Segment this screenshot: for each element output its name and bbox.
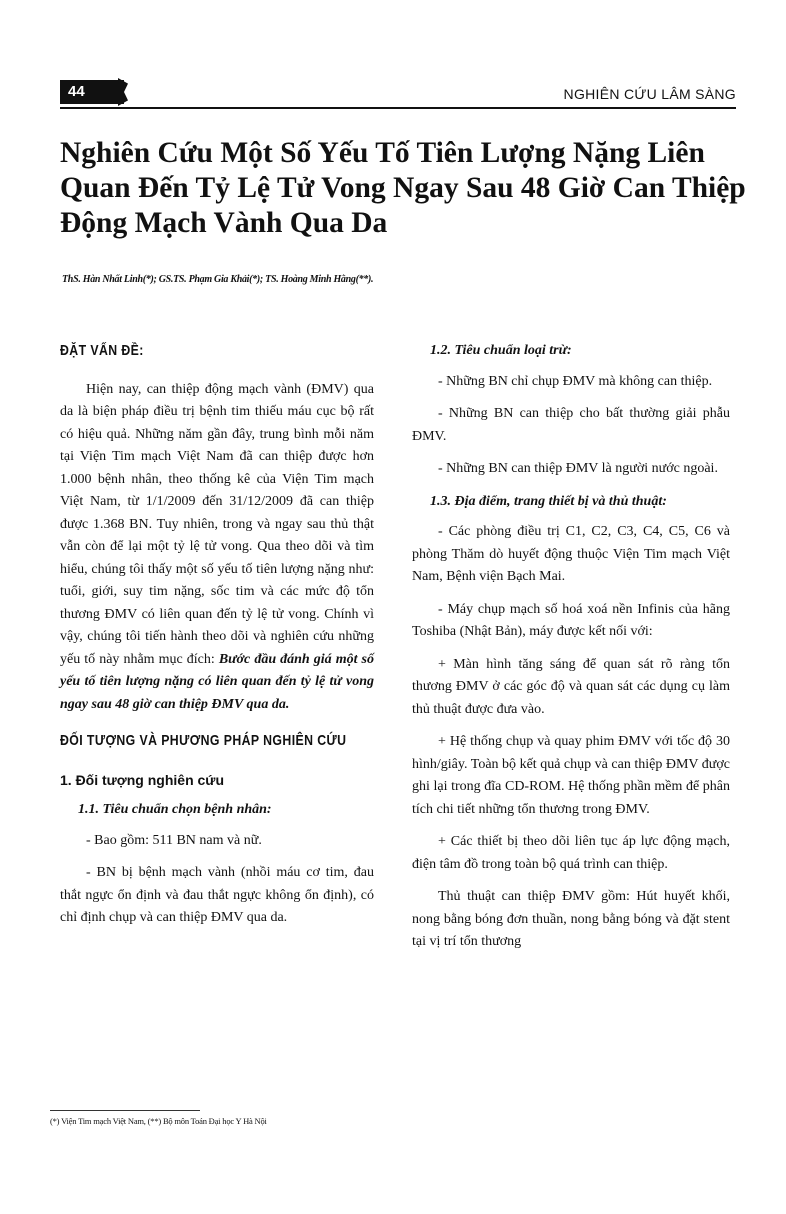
intro-paragraph [60,379,374,717]
inclusion-item-1: - Bao gồm: 511 BN nam và nữ. [86,832,262,848]
exclusion-item-3: - Những BN can thiệp ĐMV là người nước ngoài. [438,461,718,476]
exclusion-item-1: - Những BN chỉ chụp ĐMV mà không can thiệp. [438,373,713,389]
footnote-rule [50,1110,200,1111]
intro-objective: Bước đầu đánh giá một số yếu tố tiên lượng nặng có liên quan đến tỷ lệ tử vong ngay sau 48 giờ can thiệp ĐMV qua da. [60,651,374,712]
heading-introduction: ĐẶT VẤN ĐỀ: [60,342,144,359]
subheading-exclusion: 1.2. Tiêu chuẩn loại trừ: [430,343,572,358]
page-number: 44 [60,80,124,104]
heading-methods: ĐỐI TƯỢNG VÀ PHƯƠNG PHÁP NGHIÊN CỨU [60,732,347,749]
inclusion-item-2: - BN bị bệnh mạch vành (nhồi máu cơ tim, đau thắt ngực ổn định và đau thắt ngực không ổn định), có chỉ định chụp và can thiệp ĐMV qua da. [60,865,374,925]
page-tab-mark [118,78,128,106]
footnote: (*) Viện Tim mạch Việt Nam, (**) Bộ môn Toán Đại học Y Hà Nội [50,1116,267,1126]
equipment-item-1: + Màn hình tăng sáng để quan sát rõ ràng tổn thương ĐMV ở các góc độ và quan sát các dụng cụ làm thủ thuật được đưa vào. [412,656,730,717]
left-column [60,340,374,940]
section-title: NGHIÊN CỨU LÂM SÀNG [563,86,736,102]
location-item-2: - Máy chụp mạch số hoá xoá nền Infinis của hãng Toshiba (Nhật Bản), máy được kết nối với: [412,601,730,639]
header-rule [60,107,736,109]
intro-text: Hiện nay, can thiệp động mạch vành (ĐMV) qua da là biện pháp điều trị bệnh tim thiếu máu cục bộ rất có hiệu quả. Những năm gần đây, trung bình mỗi năm tại Viện Tim mạch Việt Nam đã can thiệp được hơn 1.000 bệnh nhân, theo thống kê của Viện Tim mạch Việt Nam, từ 1/1/2009 đến 31/12/2009 đã can thiệp được 1.368 BN. Tuy nhiên, trong và ngay sau thủ thật vẫn còn để lại một tỷ lệ tử vong. Qua theo dõi và tìm hiểu, chúng tôi thấy một số yếu tố tiên lượng nặng như: tuổi, giới, suy tim nặng, sốc tim và các mức độ tổn thương ĐMV có liên quan đến tỷ lệ tử vong. Chính vì vậy, chúng tôi tiến hành theo dõi và nghiên cứu những yếu tố này nhằm mục đích: [60,381,374,667]
article-authors: ThS. Hàn Nhất Linh(*); GS.TS. Phạm Gia Khải(*); TS. Hoàng Minh Hằng(**). [62,274,374,285]
article-title: Nghiên Cứu Một Số Yếu Tố Tiên Lượng Nặng Liên Quan Đến Tỷ Lệ Tử Vong Ngay Sau 48 Giờ Can Thiệp Động Mạch Vành Qua Da [60,137,746,239]
subheading-location: 1.3. Địa điểm, trang thiết bị và thủ thuật: [430,493,667,509]
procedure-paragraph: Thủ thuật can thiệp ĐMV gồm: Hút huyết khối, nong bằng bóng đơn thuần, nong bằng bóng và đặt stent tại vị trí tổn thương [412,889,730,949]
location-item-1: - Các phòng điều trị C1, C2, C3, C4, C5, C6 và phòng Thăm dò huyết động thuộc Viện Tim mạch Việt Nam, Bệnh viện Bạch Mai. [412,524,730,584]
subheading-inclusion: 1.1. Tiêu chuẩn chọn bệnh nhân: [78,802,272,817]
equipment-item-2: + Hệ thống chụp và quay phim ĐMV với tốc độ 30 hình/giây. Toàn bộ kết quả chụp và can thiệp ĐMV được ghi lại trong đĩa CD-ROM. Hệ thống phần mềm để phân tích chi tiết những tổn thương trong ĐMV. [412,734,730,817]
page-header [60,78,736,108]
equipment-item-3: + Các thiết bị theo dõi liên tục áp lực động mạch, điện tâm đồ trong toàn bộ quá trình can thiệp. [412,834,730,872]
subheading-subjects: 1. Đối tượng nghiên cứu [60,771,225,788]
exclusion-item-2: - Những BN can thiệp cho bất thường giải phẫu ĐMV. [412,406,730,444]
right-column [412,340,730,964]
